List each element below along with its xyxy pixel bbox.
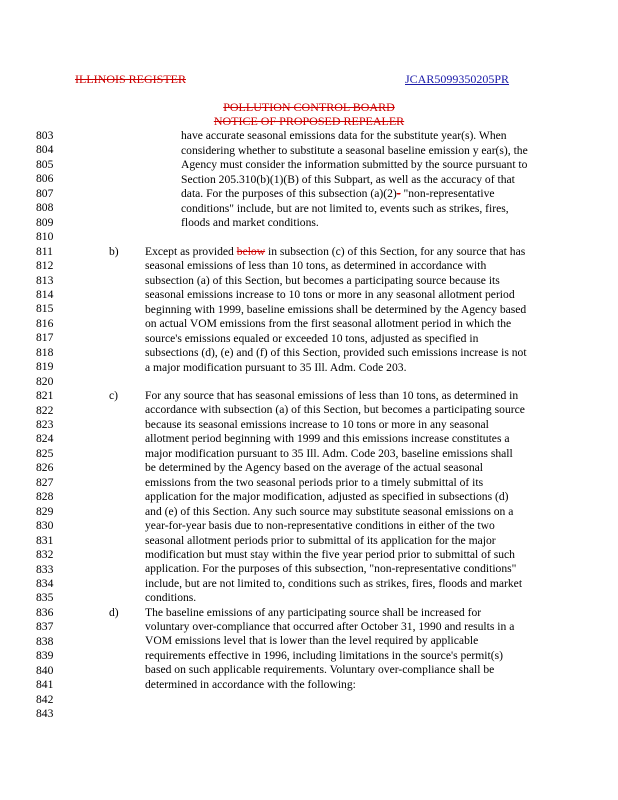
text-line: Agency must consider the information submitted by the source pursuant to — [181, 158, 528, 171]
text-line: and (e) of this Section. Any such source may substitute seasonal emissions on a — [145, 504, 514, 518]
text-line: beginning with 1999, baseline emissions shall be determined by the Agency based — [145, 302, 527, 316]
line-number: 823 — [36, 418, 54, 431]
line-number: 809 — [36, 215, 54, 229]
document-id: JCAR5099350205PR — [405, 72, 510, 86]
text-line: considering whether to substitute a seasonal baseline emission y ear(s), the — [181, 143, 528, 157]
text-segment: Except as provided — [145, 244, 237, 258]
line-number: 814 — [36, 287, 54, 301]
text-line: emissions from the two seasonal periods prior to a timely submittal of its — [145, 475, 484, 489]
subsection-label: d) — [109, 605, 119, 619]
text-line: conditions" include, but are not limited to, events such as strikes, fires, — [181, 201, 509, 215]
line-number: 810 — [36, 230, 54, 244]
text-line: accordance with subsection (a) of this Section, but becomes a participating source — [145, 403, 525, 417]
text-line: because its seasonal emissions increase to 10 tons or more in any seasonal — [145, 417, 489, 431]
register-title: ILLINOIS REGISTER — [75, 72, 186, 86]
line-number: 842 — [36, 692, 54, 706]
text-line: a major modification pursuant to 35 Ill. Adm. Code 203. — [145, 360, 407, 374]
line-number: 822 — [36, 403, 54, 417]
text-line: seasonal emissions of less than 10 tons, as determined in accordance with — [145, 259, 487, 272]
line-number: 840 — [36, 663, 54, 677]
line-number: 829 — [36, 504, 54, 518]
line-number: 813 — [36, 273, 54, 287]
text-segment: "non-representative — [400, 187, 495, 200]
line-number: 828 — [36, 490, 54, 504]
subsection-label: c) — [109, 389, 119, 402]
text-line: allotment period beginning with 1999 and this emissions increase constitutes a — [145, 432, 510, 446]
deleted-word: below — [236, 244, 266, 258]
subsection-label: b) — [109, 244, 119, 258]
line-number: 803 — [36, 129, 54, 142]
line-number: 833 — [36, 562, 54, 576]
line-number: 804 — [36, 143, 54, 157]
line-number: 841 — [36, 678, 54, 692]
line-number: 805 — [36, 157, 54, 171]
text-line: modification but must stay within the five year period prior to submittal of such — [145, 547, 515, 561]
text-line: on actual VOM emissions from the first seasonal allotment period in which the — [145, 317, 512, 330]
text-line: source's emissions equaled or exceeded 10 tons, adjusted as specified in — [145, 331, 479, 345]
text-line: have accurate seasonal emissions data for the substitute year(s). When — [181, 129, 507, 142]
text-line: VOM emissions level that is lower than the level required by applicable — [145, 634, 479, 648]
text-line: year-for-year basis due to non-representative conditions in either of the two — [145, 519, 495, 533]
line-number: 835 — [36, 591, 54, 605]
text-line: Section 205.310(b)(1)(B) of this Subpart, as well as the accuracy of that — [181, 172, 515, 186]
line-number: 811 — [36, 244, 53, 258]
line-number: 816 — [36, 316, 54, 330]
line-number: 824 — [36, 432, 54, 446]
line-number: 818 — [36, 345, 54, 359]
text-line: seasonal emissions increase to 10 tons or more in any seasonal allotment period — [145, 288, 515, 301]
text-line: For any source that has seasonal emissions of less than 10 tons, as determined in — [145, 389, 519, 402]
text-line — [181, 187, 495, 201]
line-number: 819 — [36, 360, 54, 374]
text-line: conditions. — [145, 591, 197, 605]
text-line: The baseline emissions of any participating source shall be increased for — [145, 605, 482, 619]
line-number: 817 — [36, 331, 54, 345]
text-line: application for the major modification, adjusted as specified in subsections (d) — [145, 490, 509, 504]
board-title: POLLUTION CONTROL BOARD — [223, 100, 395, 114]
text-line: floods and market conditions. — [181, 216, 319, 229]
text-segment: data. For the purposes of this subsection (a)(2) — [181, 187, 397, 200]
line-number: 831 — [36, 533, 54, 547]
text-line: major modification pursuant to 35 Ill. Adm. Code 203, baseline emissions shall — [145, 446, 513, 460]
text-line: subsections (d), (e) and (f) of this Section, provided such emissions increase is not — [145, 346, 527, 359]
line-number: 837 — [36, 620, 54, 634]
line-number: 834 — [36, 576, 54, 590]
text-line: subsection (a) of this Section, but becomes a participating source because its — [145, 273, 500, 287]
line-number: 830 — [36, 519, 54, 533]
notice-title: NOTICE OF PROPOSED REPEALER — [213, 114, 405, 128]
line-number: 839 — [36, 649, 54, 663]
deleted-dash: - — [396, 187, 401, 200]
line-number: 826 — [36, 461, 54, 475]
text-segment: in subsection (c) of this Section, for any source that has — [265, 244, 526, 258]
line-number: 825 — [36, 446, 54, 460]
line-number: 806 — [36, 172, 54, 186]
line-number: 832 — [36, 548, 54, 562]
line-number: 821 — [36, 389, 54, 403]
text-line: seasonal allotment periods prior to submittal of its application for the major — [145, 533, 496, 547]
text-line: include, but are not limited to, conditions such as strikes, fires, floods and market — [145, 576, 523, 590]
line-number: 812 — [36, 259, 54, 273]
line-number: 820 — [36, 374, 54, 388]
line-number: 827 — [36, 475, 54, 489]
line-number: 838 — [36, 634, 54, 648]
line-number: 815 — [36, 302, 54, 316]
line-number: 807 — [36, 186, 54, 200]
text-line — [145, 245, 525, 259]
text-line: requirements effective in 1996, including limitations in the source's permit(s) — [145, 648, 503, 662]
line-number: 808 — [36, 201, 54, 215]
line-number: 836 — [36, 605, 54, 619]
text-line: determined in accordance with the following: — [145, 677, 356, 691]
text-line: application. For the purposes of this subsection, "non-representative conditions" — [145, 562, 517, 576]
line-number: 843 — [36, 707, 54, 720]
text-line: be determined by the Agency based on the average of the actual seasonal — [145, 461, 484, 475]
text-line: based on such applicable requirements. Voluntary over-compliance shall be — [145, 663, 495, 677]
text-line: voluntary over-compliance that occurred after October 31, 1990 and results in a — [145, 619, 515, 633]
